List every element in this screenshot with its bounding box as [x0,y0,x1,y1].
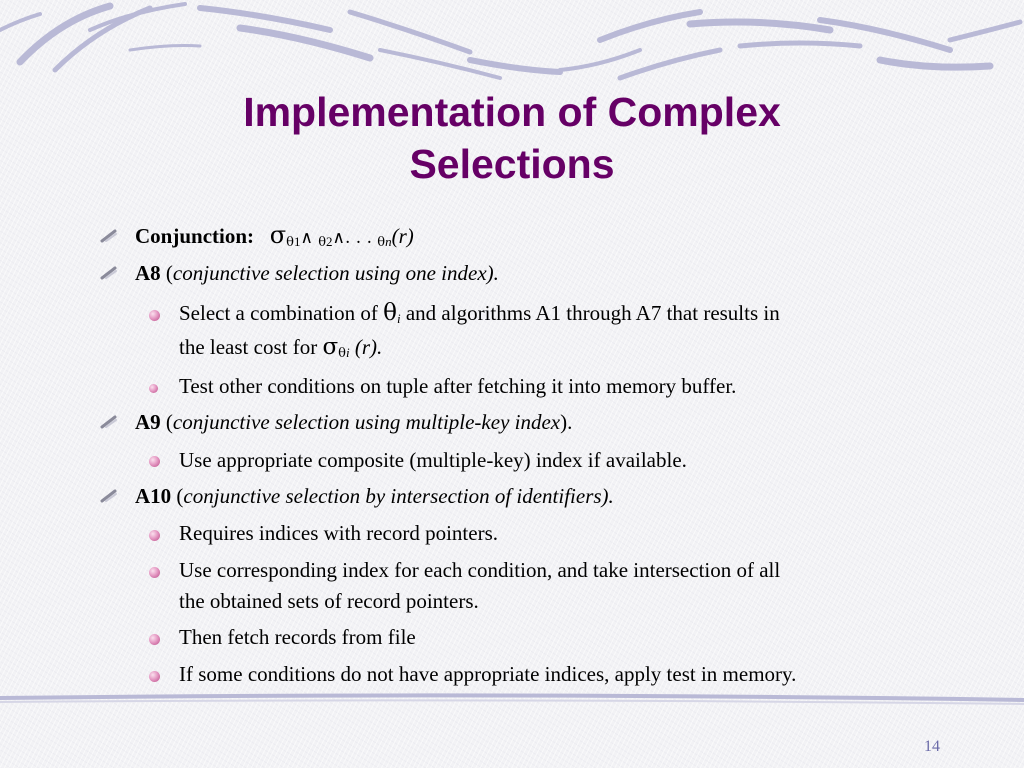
tick-bullet-icon [100,266,118,280]
paren-open: ( [165,261,173,285]
theta-symbol: θ [383,300,397,326]
subscript-2: 2 [326,234,333,249]
a8-sub-item-2 [179,370,736,402]
a8-sub-item-1-line-1 [179,297,780,335]
a10-label: A10 [135,484,172,508]
pink-bullet-icon [149,530,160,541]
a9-label: A9 [135,410,161,434]
pink-bullet-icon [149,634,160,645]
and-symbol: ∧ [300,228,313,248]
text: If some conditions do not have appropriate indices, apply test in memory. [179,662,797,686]
theta-symbol: θ [377,235,386,250]
pink-bullet-icon [149,456,160,467]
text: the least cost for [179,335,323,359]
a10-sub-item-4 [179,658,796,690]
theta-symbol: θ [286,235,294,250]
pink-bullet-icon [149,384,158,393]
bullet-a9 [135,406,572,438]
and-ellipsis: ∧. . . [332,228,372,248]
paren-close: ). [560,410,573,434]
a10-sub-item-2-line-1 [179,554,780,586]
subscript-n: n [385,234,392,249]
text: Select a combination of [179,301,384,325]
title-line-1: Implementation of Complex [243,89,781,135]
text: Then fetch records from file [179,625,416,649]
relation-r: (r). [349,335,383,359]
text: the obtained sets of record pointers. [179,589,479,613]
a8-label: A8 [135,261,161,285]
a10-sub-item-1 [179,517,498,549]
text: Requires indices with record pointers. [179,521,498,545]
text: Use corresponding index for each condition, and take intersection of all [179,558,781,582]
page-number: 14 [924,738,940,755]
bullet-a10 [135,480,614,512]
a8-description: conjunctive selection using one index). [172,261,499,285]
bullet-a8 [135,257,499,289]
text: and algorithms A1 through A7 that results in [400,301,780,325]
subscript-i: i [345,345,350,360]
pink-bullet-icon [149,671,160,682]
a8-sub-item-1-line-2 [179,331,382,370]
conjunction-label: Conjunction: [135,224,255,248]
a10-description: conjunctive selection by intersection of identifiers). [183,484,614,508]
a9-description: conjunctive selection using multiple-key index [172,410,561,434]
a10-sub-item-2-line-2 [179,585,479,617]
pink-bullet-icon [149,310,160,321]
paren-open: ( [176,484,184,508]
tick-bullet-icon [100,489,118,503]
sigma-symbol: σ [322,334,339,360]
text: Use appropriate composite (multiple-key) index if available. [179,448,687,472]
tick-bullet-icon [100,229,118,243]
title-line-2: Selections [409,141,615,187]
a9-sub-item-1 [179,444,687,476]
subscript-i: i [396,311,401,326]
subscript-1: 1 [294,234,301,249]
theta-symbol: θ [318,235,327,250]
bottom-swoosh-divider [0,688,1024,708]
tick-bullet-icon [100,415,118,429]
paren-open: ( [165,410,173,434]
relation-r: (r) [391,224,414,248]
a10-sub-item-3 [179,621,416,653]
bullet-conjunction [135,219,414,259]
theta-symbol: θ [338,346,346,361]
sigma-symbol: σ [269,221,287,249]
text: Test other conditions on tuple after fetching it into memory buffer. [179,374,737,398]
pink-bullet-icon [149,567,160,578]
